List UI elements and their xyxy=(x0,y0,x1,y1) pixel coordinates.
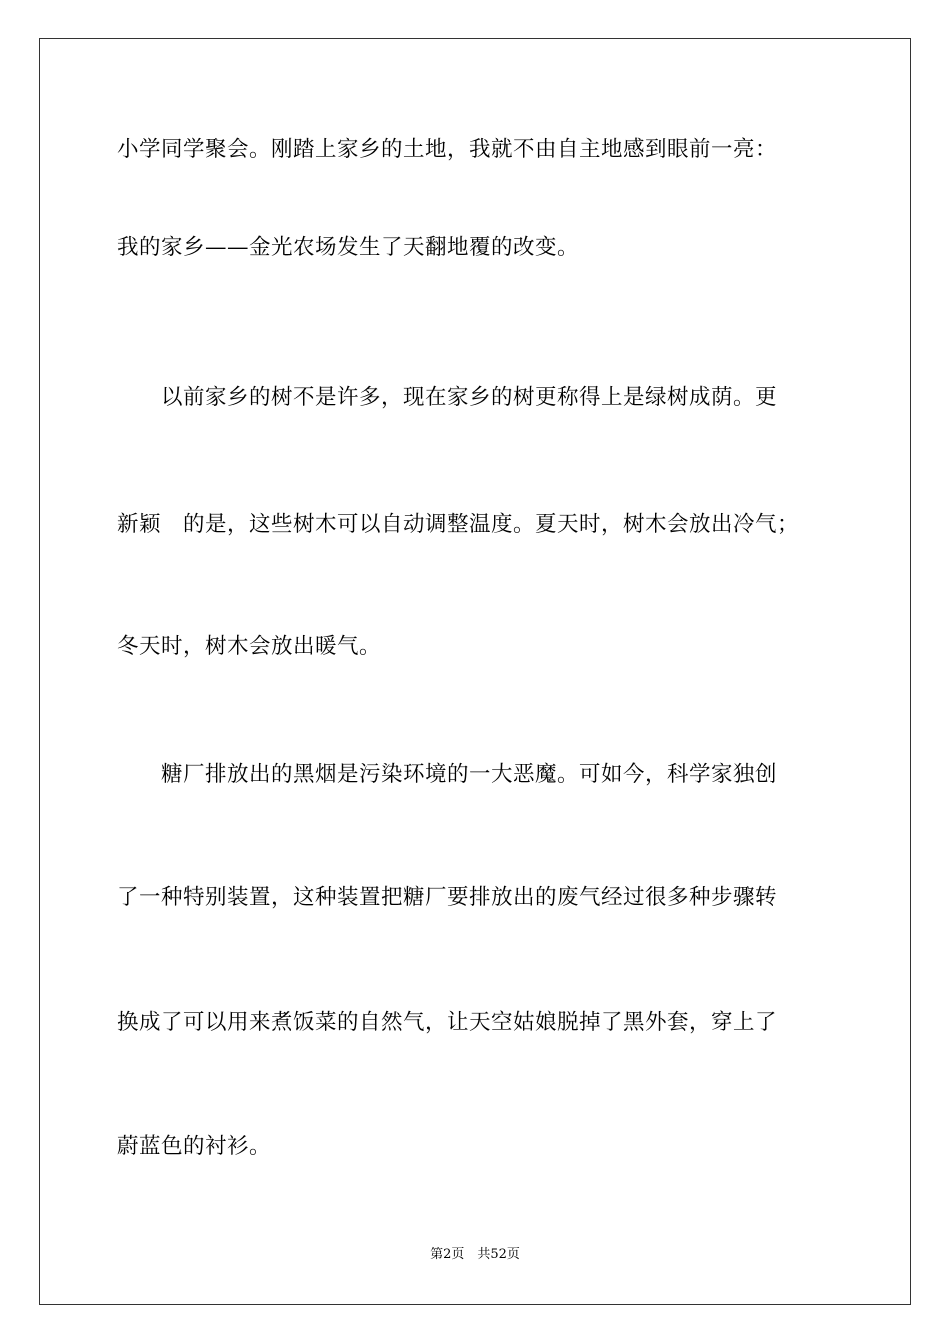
text-line-9: 蔚蓝色的衬衫。 xyxy=(117,1134,272,1159)
text-line-7: 了一种特别装置，这种装置把糖厂要排放出的废气经过很多种步骤转 xyxy=(117,885,778,910)
text-line-6: 糖厂排放出的黑烟是污染环境的一大恶魔。可如今，科学家独创 xyxy=(117,762,778,787)
page-number-footer: 第2页 共52页 xyxy=(430,1247,520,1262)
text-line-5: 冬天时，树木会放出暖气。 xyxy=(117,634,382,659)
text-line-4: 新颖 的是，这些树木可以自动调整温度。夏天时，树木会放出冷气； xyxy=(117,512,800,537)
text-line-1: 小学同学聚会。刚踏上家乡的土地，我就不由自主地感到眼前一亮： xyxy=(117,137,778,162)
page-border xyxy=(39,38,911,1305)
text-line-3: 以前家乡的树不是许多，现在家乡的树更称得上是绿树成荫。更 xyxy=(117,385,778,410)
text-line-2: 我的家乡——金光农场发生了天翻地覆的改变。 xyxy=(117,235,580,260)
text-line-8: 换成了可以用来煮饭菜的自然气，让天空姑娘脱掉了黑外套，穿上了 xyxy=(117,1010,778,1035)
